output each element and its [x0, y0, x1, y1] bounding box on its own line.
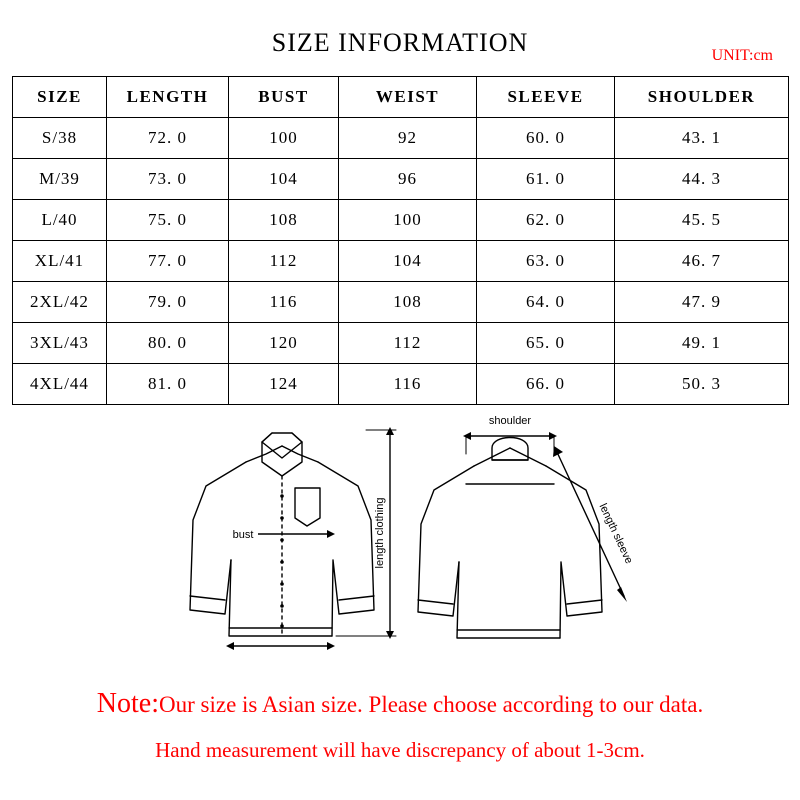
label-length-clothing: length clothing [374, 497, 386, 569]
cell-bust: 108 [229, 200, 339, 241]
cell-size: XL/41 [13, 241, 107, 282]
label-shoulder: shoulder [488, 415, 532, 427]
note-prefix: Note: [96, 688, 160, 719]
column-header-bust: BUST [229, 77, 339, 118]
cell-weist: 100 [339, 200, 477, 241]
cell-sleeve: 60. 0 [477, 118, 615, 159]
note-text-1: Our size is Asian size. Please choose according to our data. [159, 692, 704, 717]
cell-size: M/39 [13, 159, 107, 200]
table-row [13, 200, 789, 241]
column-header-sleeve: SLEEVE [477, 77, 615, 118]
cell-shoulder: 45. 5 [615, 200, 789, 241]
cell-weist: 112 [339, 323, 477, 364]
cell-weist: 104 [339, 241, 477, 282]
cell-shoulder: 46. 7 [615, 241, 789, 282]
cell-sleeve: 62. 0 [477, 200, 615, 241]
cell-size: S/38 [13, 118, 107, 159]
table-row [13, 241, 789, 282]
cell-weist: 92 [339, 118, 477, 159]
size-table [12, 76, 789, 405]
cell-length: 81. 0 [107, 364, 229, 405]
length-clothing-measure-arrow [336, 427, 396, 639]
cell-size: 2XL/42 [13, 282, 107, 323]
hem-measure-arrow [226, 642, 335, 650]
cell-size: L/40 [13, 200, 107, 241]
cell-bust: 124 [229, 364, 339, 405]
garment-diagram [0, 400, 800, 660]
table-row [13, 323, 789, 364]
table-row [13, 159, 789, 200]
cell-shoulder: 43. 1 [615, 118, 789, 159]
cell-length: 80. 0 [107, 323, 229, 364]
cell-length: 79. 0 [107, 282, 229, 323]
column-header-shoulder: SHOULDER [615, 77, 789, 118]
shoulder-measure-arrow [463, 432, 557, 454]
cell-bust: 100 [229, 118, 339, 159]
cell-bust: 116 [229, 282, 339, 323]
cell-weist: 108 [339, 282, 477, 323]
cell-shoulder: 50. 3 [615, 364, 789, 405]
table-row [13, 118, 789, 159]
cell-shoulder: 47. 9 [615, 282, 789, 323]
cell-bust: 104 [229, 159, 339, 200]
note-line-1 [0, 688, 800, 720]
cell-length: 77. 0 [107, 241, 229, 282]
cell-shoulder: 44. 3 [615, 159, 789, 200]
cell-length: 73. 0 [107, 159, 229, 200]
unit-label: UNIT:cm [711, 47, 773, 64]
back-view-shirt [418, 438, 602, 639]
note-line-2: Hand measurement will have discrepancy of about 1-3cm. [155, 738, 645, 762]
cell-sleeve: 65. 0 [477, 323, 615, 364]
label-bust: bust [232, 529, 254, 541]
cell-bust: 120 [229, 323, 339, 364]
cell-sleeve: 64. 0 [477, 282, 615, 323]
cell-sleeve: 66. 0 [477, 364, 615, 405]
column-header-size: SIZE [13, 77, 107, 118]
table-row [13, 364, 789, 405]
size-table-container [12, 76, 788, 405]
table-header-row [13, 77, 789, 118]
cell-weist: 96 [339, 159, 477, 200]
cell-sleeve: 63. 0 [477, 241, 615, 282]
cell-shoulder: 49. 1 [615, 323, 789, 364]
label-length-sleeve: length sleeve [596, 501, 635, 566]
cell-weist: 116 [339, 364, 477, 405]
label-bust-group [228, 526, 258, 542]
page-title: SIZE INFORMATION [271, 28, 529, 57]
column-header-length: LENGTH [107, 77, 229, 118]
cell-bust: 112 [229, 241, 339, 282]
column-header-weist: WEIST [339, 77, 477, 118]
cell-sleeve: 61. 0 [477, 159, 615, 200]
cell-size: 3XL/43 [13, 323, 107, 364]
cell-length: 75. 0 [107, 200, 229, 241]
cell-length: 72. 0 [107, 118, 229, 159]
table-row [13, 282, 789, 323]
cell-size: 4XL/44 [13, 364, 107, 405]
